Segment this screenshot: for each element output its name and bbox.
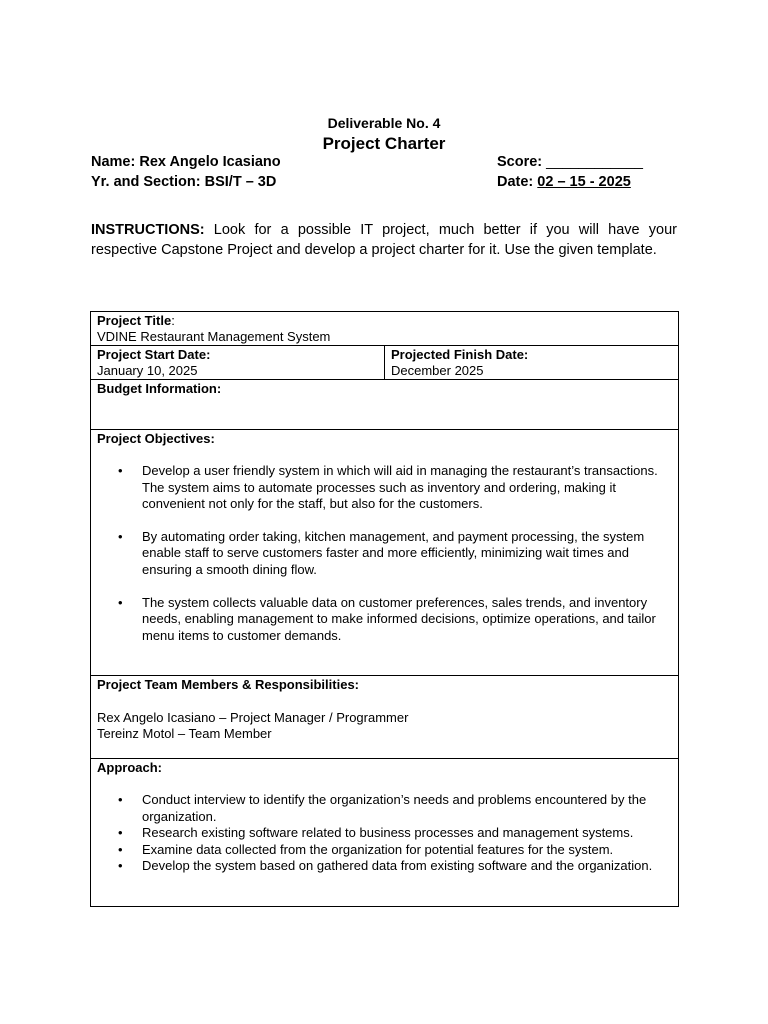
approach-label: Approach:	[97, 760, 162, 775]
bullet-icon: •	[118, 858, 123, 874]
instructions	[91, 220, 677, 260]
team-member: Rex Angelo Icasiano – Project Manager / Programmer	[97, 710, 409, 725]
document-title: Project Charter	[322, 134, 446, 153]
section-label: Yr. and Section:	[91, 174, 201, 190]
objective-item: • The system collects valuable data on customer preferences, sales trends, and inventory needs, enabling management to make informed decisions, optimize operations, and tailor menu items to customer demands.	[118, 594, 656, 643]
start-date-value: January 10, 2025	[97, 363, 198, 378]
objectives-label: Project Objectives:	[97, 431, 215, 446]
objectives-list	[97, 463, 672, 644]
student-name	[91, 154, 281, 170]
project-title-value: VDINE Restaurant Management System	[97, 329, 331, 344]
budget-cell	[91, 380, 679, 430]
deliverable-number: Deliverable No. 4	[327, 115, 441, 131]
bullet-icon: •	[118, 594, 123, 610]
start-date-label: Project Start Date:	[97, 347, 211, 362]
score-field	[497, 154, 643, 170]
section-value: BSI/T – 3D	[204, 174, 277, 190]
finish-date-value: December 2025	[391, 363, 484, 378]
objectives-cell	[91, 430, 679, 676]
project-charter-table	[90, 311, 679, 907]
finish-date-cell	[385, 346, 679, 380]
student-section	[91, 174, 276, 190]
bullet-icon: •	[118, 528, 123, 544]
team-label: Project Team Members & Responsibilities:	[97, 677, 359, 692]
objective-item: • By automating order taking, kitchen management, and payment processing, the system enable staff to serve customers faster and more efficiently, minimizing wait times and ensuring a smooth dining flow.	[118, 528, 645, 577]
date-label: Date:	[497, 174, 534, 190]
date-value: 02 – 15 - 2025	[537, 174, 631, 190]
bullet-icon: •	[118, 463, 123, 478]
score-blank: ____________	[546, 154, 643, 170]
bullet-icon: •	[118, 841, 123, 857]
approach-list	[97, 792, 672, 875]
instructions-label: INSTRUCTIONS:	[91, 222, 205, 238]
project-title-cell	[91, 312, 679, 346]
project-title-label: Project Title	[97, 313, 172, 328]
bullet-icon: •	[118, 825, 123, 841]
team-member: Tereinz Motol – Team Member	[97, 726, 272, 741]
approach-item: • Conduct interview to identify the organization’s needs and problems encountered by the organization.	[118, 792, 647, 824]
project-title-colon: :	[171, 313, 175, 328]
name-label: Name:	[91, 154, 136, 170]
score-label: Score:	[497, 154, 543, 170]
approach-cell	[91, 759, 679, 907]
start-date-cell	[91, 346, 385, 380]
bullet-icon: •	[118, 792, 123, 807]
objective-item: • Develop a user friendly system in which will aid in managing the restaurant’s transactions. The system aims to automate processes such as inventory and ordering, making it convenient not only for the staff, but also for the customers.	[118, 463, 658, 512]
date-field	[497, 174, 631, 190]
name-value: Rex Angelo Icasiano	[139, 154, 281, 170]
instructions-text: Look for a possible IT project, much better if you will have your respective Capstone Project and develop a project charter for it. Use the given template.	[91, 222, 677, 258]
budget-label: Budget Information:	[97, 381, 222, 396]
finish-date-label: Projected Finish Date:	[391, 347, 529, 362]
approach-item: • Develop the system based on gathered data from existing software and the organization.	[118, 858, 653, 874]
team-cell	[91, 676, 679, 759]
approach-item: • Research existing software related to business processes and management systems.	[118, 825, 634, 841]
approach-item: • Examine data collected from the organization for potential features for the system.	[118, 841, 614, 857]
